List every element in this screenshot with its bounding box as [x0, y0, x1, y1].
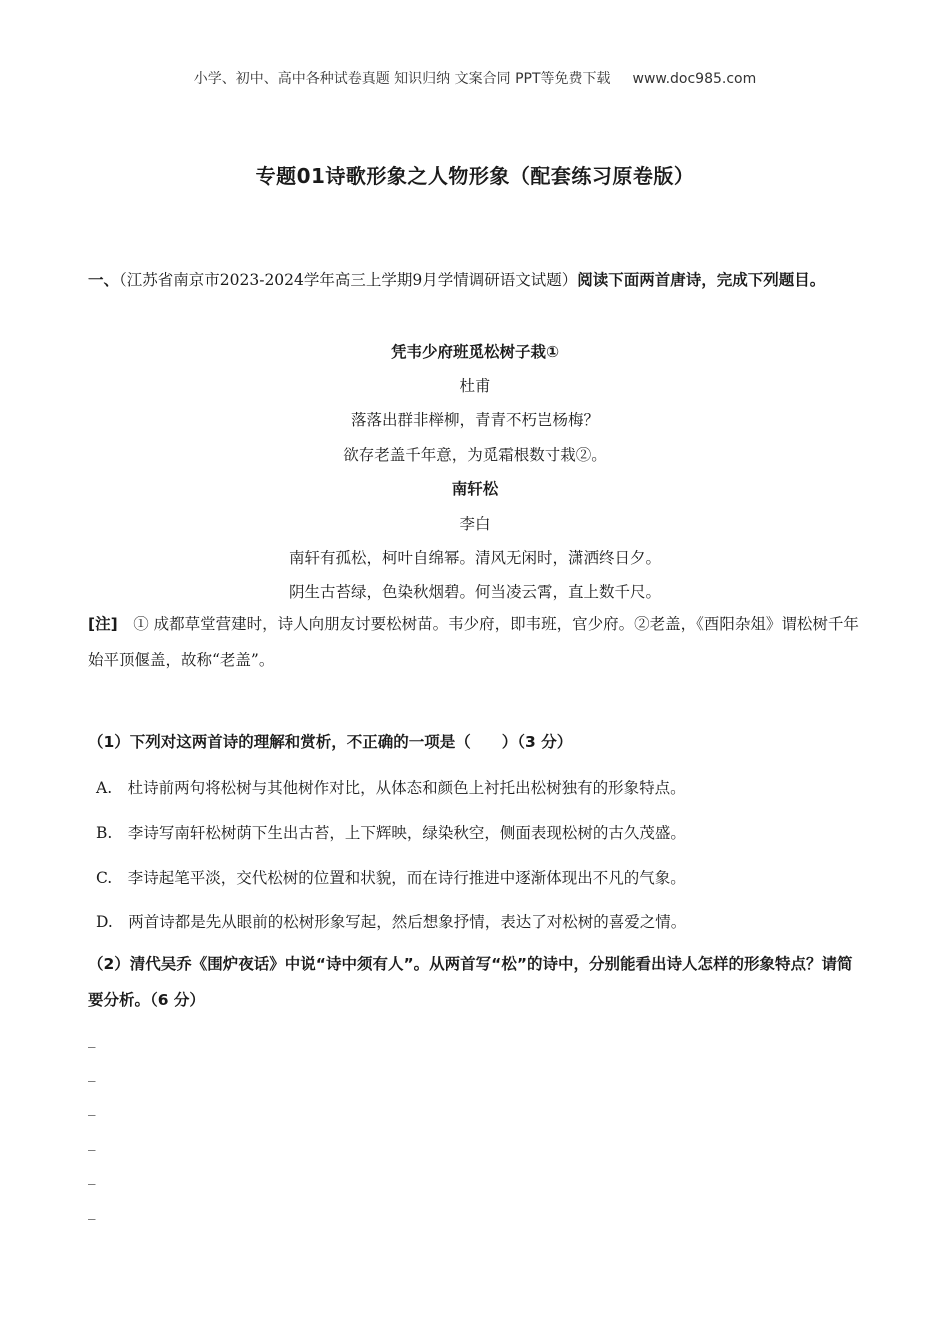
answer-line[interactable]: _ — [88, 1202, 96, 1220]
question1-option-b: B. 李诗写南轩松树荫下生出古苔，上下辉映，绿染秋空，侧面表现松树的古久茂盛。 — [96, 824, 686, 842]
answer-line[interactable]: _ — [88, 1098, 96, 1116]
answer-line[interactable]: _ — [88, 1167, 96, 1185]
section-number: 一、 — [88, 271, 120, 289]
poem2-line2: 阴生古苔绿，色染秋烟碧。何当凌云霄，直上数千尺。 — [288, 583, 661, 601]
header-site-link[interactable]: www.doc985.com — [632, 71, 757, 87]
section-source: （江苏省南京市2023-2024学年高三上学期9月学情调研语文试题） — [119, 271, 578, 289]
answer-line[interactable]: _ — [88, 1030, 96, 1048]
question1-stem: （1）下列对这两首诗的理解和赏析，不正确的一项是（ ）（3 分） — [88, 733, 573, 751]
poem1-line2: 欲存老盖千年意，为觅霜根数寸栽②。 — [343, 446, 607, 464]
page-header — [0, 68, 950, 88]
section-intro — [88, 262, 862, 298]
poem2-line1: 南轩有孤松，柯叶自绵幂。清风无闲时，潇洒终日夕。 — [288, 549, 661, 567]
poem1-line1: 落落出群非榉柳，青青不朽岂杨梅？ — [350, 411, 599, 429]
question1-option-c: C. 李诗起笔平淡，交代松树的位置和状貌，而在诗行推进中逐渐体现出不凡的气象。 — [96, 869, 686, 887]
section-instruction: 阅读下面两首唐诗，完成下列题目。 — [577, 271, 826, 289]
question1-option-a: A. 杜诗前两句将松树与其他树作对比，从体态和颜色上衬托出松树独有的形象特点。 — [96, 779, 686, 797]
question1-option-d: D. 两首诗都是先从眼前的松树形象写起，然后想象抒情，表达了对松树的喜爱之情。 — [96, 913, 687, 931]
page-title: 专题01诗歌形象之人物形象（配套练习原卷版） — [255, 164, 695, 188]
poem2-title: 南轩松 — [451, 480, 499, 498]
answer-line[interactable]: _ — [88, 1064, 96, 1082]
poem-note — [88, 606, 862, 678]
answer-line[interactable]: _ — [88, 1133, 96, 1151]
note-label: [注] — [88, 615, 118, 633]
header-text: 小学、初中、高中各种试卷真题 知识归纳 文案合同 PPT等免费下载 — [193, 71, 611, 87]
poem2-author: 李白 — [459, 515, 491, 533]
note-text: ① 成都草堂营建时，诗人向朋友讨要松树苗。韦少府，即韦班，官少府。②老盖，《酉阳杂俎》谓松树千年始平顶偃盖，故称“老盖”。 — [88, 615, 859, 669]
question2-stem: （2）清代吴乔《围炉夜话》中说“诗中须有人”。从两首写“松”的诗中，分别能看出诗人怎样的形象特点？请简要分析。（6 分） — [88, 955, 853, 1009]
poem1-author: 杜甫 — [459, 377, 491, 395]
poem1-title: 凭韦少府班觅松树子栽① — [390, 343, 560, 361]
